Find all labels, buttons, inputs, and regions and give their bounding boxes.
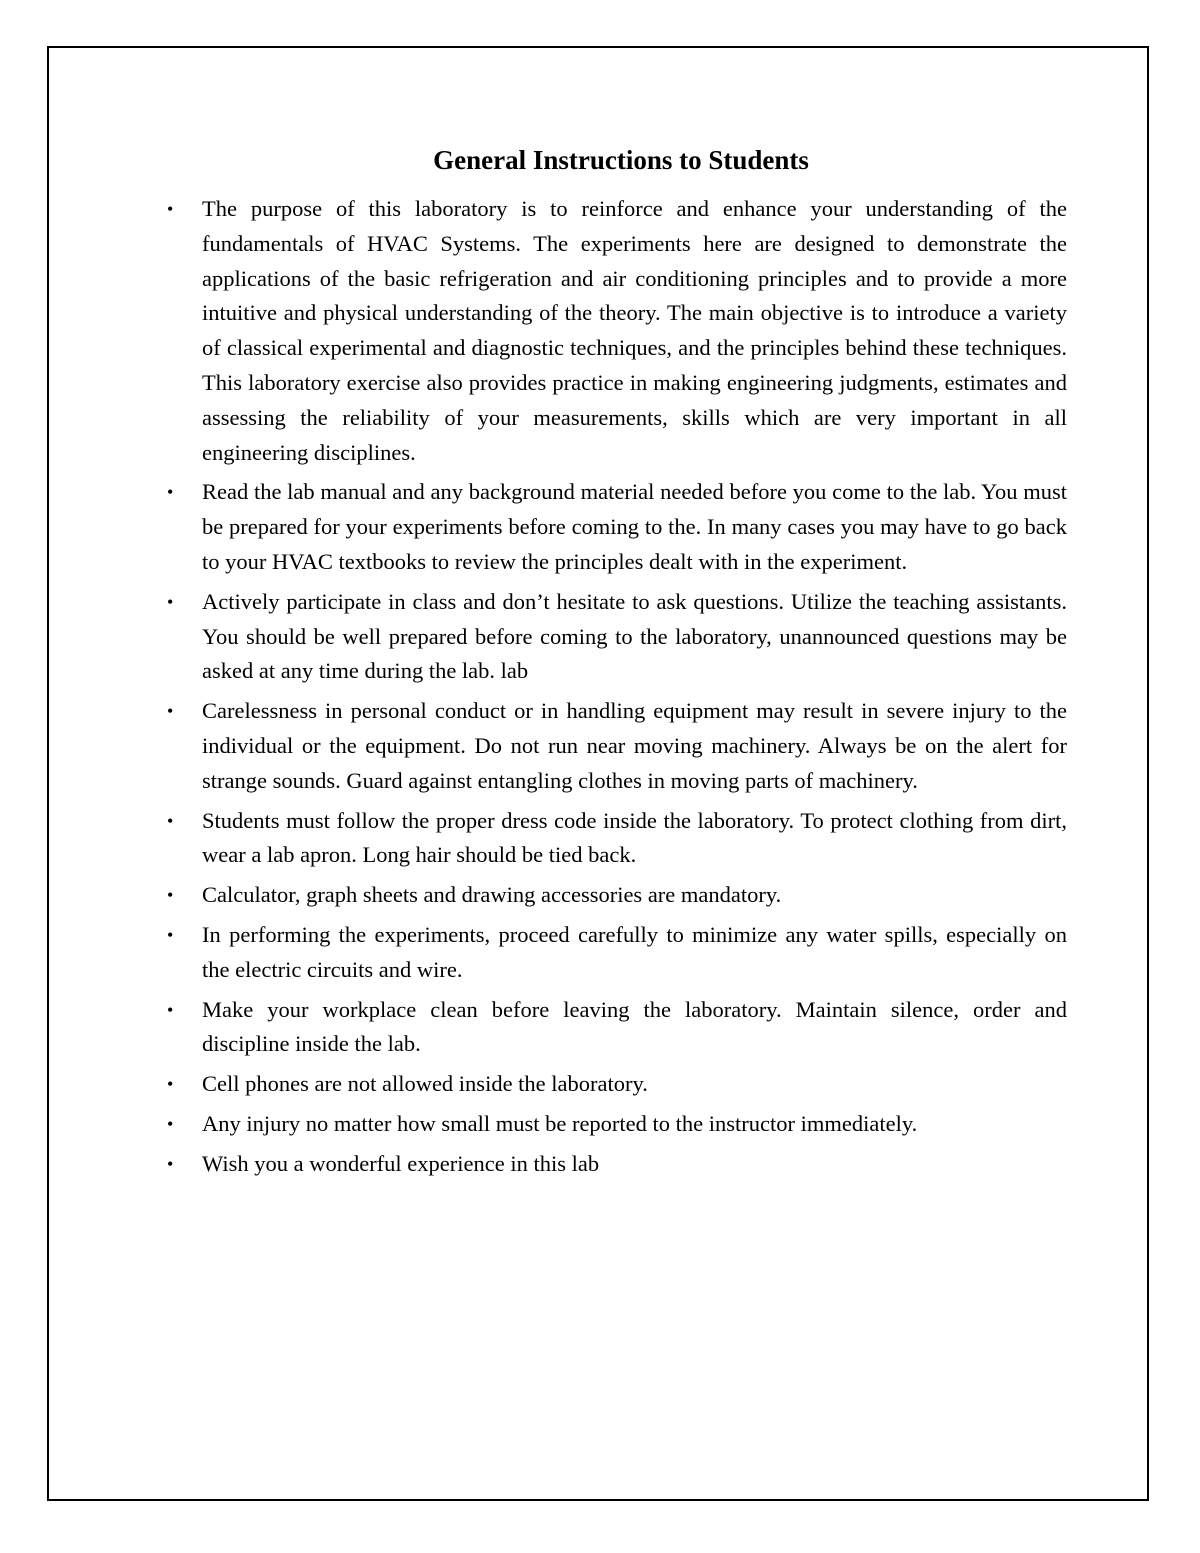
bullet-icon: • [167,810,174,831]
bullet-icon: • [167,199,174,219]
list-item [167,694,1067,798]
instruction-list [167,192,1067,1187]
list-item [167,192,1067,470]
instruction-text: Cell phones are not allowed inside the laboratory. [202,1071,648,1097]
instruction-text: Read the lab manual and any background material needed before you come to the lab. You must be prepared for your experiments before coming to the. In many cases you may have to go back to your HVAC textbooks to review the principles dealt with in the experiment. [202,479,1067,574]
bullet-icon: • [167,1113,174,1134]
bullet-icon: • [167,1153,174,1174]
list-item [167,918,1067,988]
instruction-text: Students must follow the proper dress code inside the laboratory. To protect clothing from dirt, wear a lab apron. Long hair should be tied back. [202,807,1067,868]
bullet-icon: • [167,924,174,945]
list-item [167,804,1067,874]
instruction-text: Any injury no matter how small must be reported to the instructor immediately. [202,1110,918,1136]
list-item [167,878,1067,913]
list-item [167,1067,1067,1102]
bullet-icon: • [167,1074,174,1095]
bullet-icon: • [167,885,174,906]
bullet-icon: • [167,591,174,612]
list-item [167,1107,1067,1142]
document-title: General Instructions to Students [433,145,809,175]
bullet-icon: • [167,482,174,503]
list-item [167,1147,1067,1182]
instruction-text: Calculator, graph sheets and drawing accessories are mandatory. [202,882,782,908]
instruction-text: Carelessness in personal conduct or in handling equipment may result in severe injury to the individual or the equipment. Do not run near moving machinery. Always be on the alert for strange sounds. Guard against entangling clothes in moving parts of machinery. [202,698,1067,793]
bullet-icon: • [167,701,174,722]
bullet-icon: • [167,999,174,1020]
instruction-text: The purpose of this laboratory is to reinforce and enhance your understanding of the fundamentals of HVAC Systems. The experiments here are designed to demonstrate the applications of the basic refrigeration and air conditioning principles and to provide a more intuitive and physical understanding of the theory. The main objective is to introduce a variety of classical experimental and diagnostic techniques, and the principles behind these techniques. This laboratory exercise also provides practice in making engineering judgments, estimates and assessing the reliability of your measurements, skills which are very important in all engineering disciplines. [202,196,1067,465]
instruction-text: Actively participate in class and don’t hesitate to ask questions. Utilize the teaching assistants. You should be well prepared before coming to the laboratory, unannounced questions may be asked at any time during the lab. lab [202,588,1067,684]
instruction-text: Make your workplace clean before leaving the laboratory. Maintain silence, order and discipline inside the lab. [202,996,1067,1057]
list-item [167,993,1067,1063]
list-item [167,585,1067,689]
instruction-text: Wish you a wonderful experience in this lab [202,1150,600,1176]
list-item [167,475,1067,579]
instruction-text: In performing the experiments, proceed carefully to minimize any water spills, especially on the electric circuits and wire. [202,921,1067,982]
